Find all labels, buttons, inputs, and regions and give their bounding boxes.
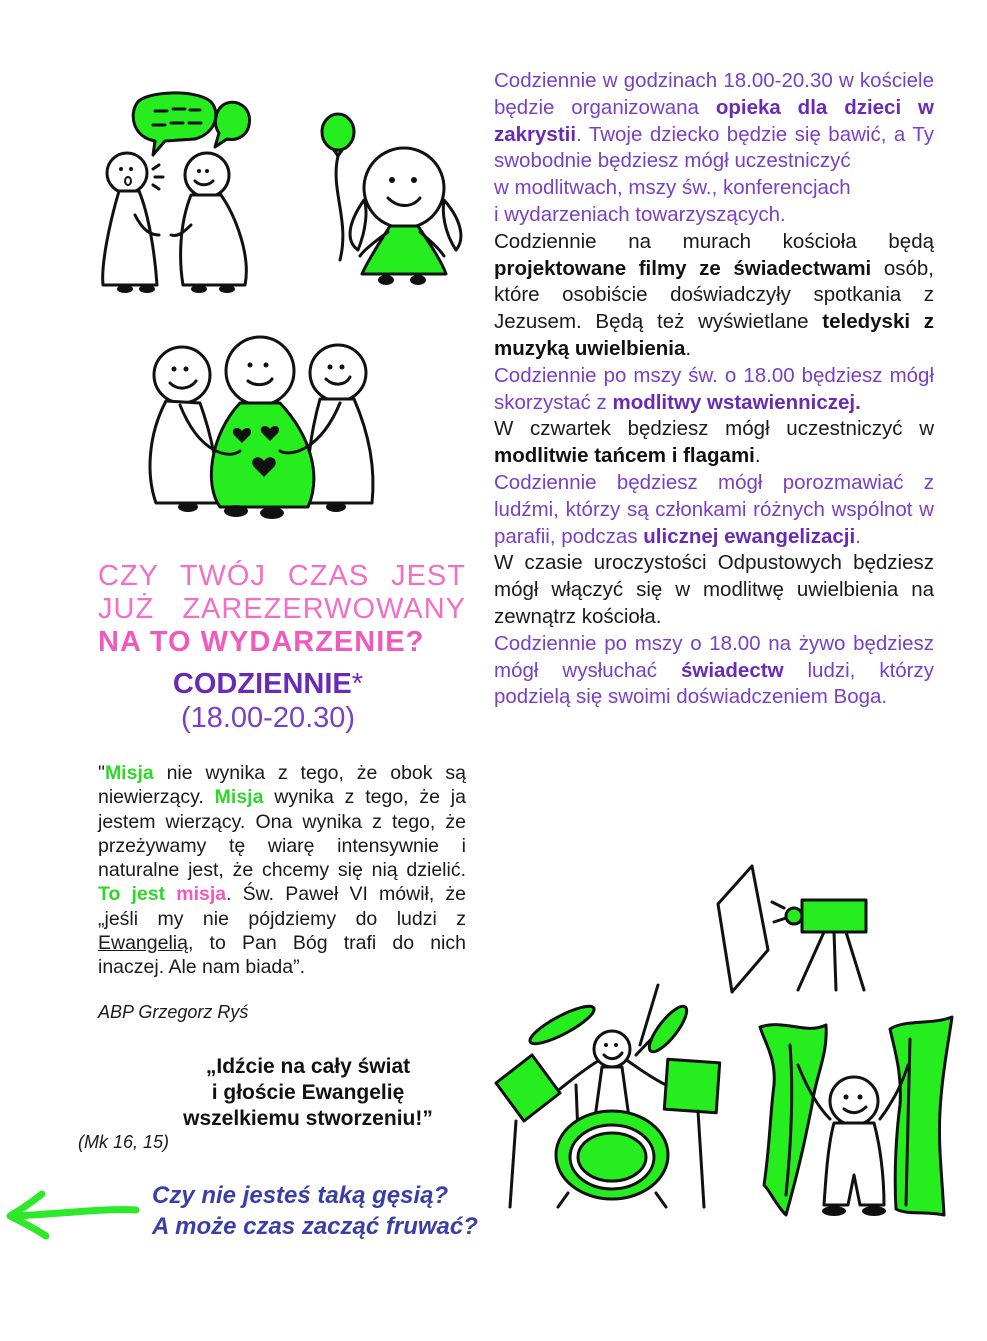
paragraph-text: ludzi, którzy podzielą się swoimi doświadczeniem Boga. (494, 658, 935, 709)
arrow-left-icon (2, 1190, 142, 1240)
description-paragraph (494, 68, 934, 229)
paragraph-text: w modlitwach, mszy św., konferencjach (494, 176, 851, 200)
quote-underlined-word: Ewangelią (98, 932, 188, 955)
quote-open-mark: " (98, 762, 105, 784)
paragraph-text: . Twoje dziecko będzie się bawić, a Ty swobodnie będziesz mógł uczestniczyć (494, 122, 934, 173)
daily-label: CODZIENNIE (172, 668, 352, 700)
question-line-1: CZY TWÓJ CZAS JEST (98, 560, 466, 592)
daily-schedule (98, 667, 438, 735)
drummer-illustration (490, 985, 735, 1210)
highlighted-text: projektowane filmy ze świadectwami (494, 256, 872, 280)
description-paragraph (494, 631, 934, 711)
paragraph-text: Codziennie w godzinach 18.00-20.30 w kościele będzie organizowana (494, 69, 934, 119)
highlighted-text: świadectw (680, 658, 784, 682)
paragraph-text: W czwartek będziesz mógł uczestniczyć w (494, 417, 934, 441)
quote-keyword: Misja (214, 786, 264, 809)
paragraph-text: osób, które osobiście doświadczyły spotkania z Jezusem. Będą też wyświetlane (494, 256, 934, 334)
paragraph-text: i wydarzeniach towarzyszących. (494, 202, 786, 226)
quote-keyword: To jest (98, 883, 166, 906)
quote-text: wynika z tego, że ja jestem wierzący. Ona wynika z tego, że przeżywamy tę wiarę intensywnie i naturalne jest, że chcemy się nią dzielić. (98, 786, 466, 882)
event-description (494, 68, 934, 711)
bible-line: wszelkiemu stworzeniu!” (183, 1107, 433, 1130)
description-paragraph (494, 470, 934, 550)
paragraph-text: . (855, 524, 861, 548)
quote-keyword: misja (176, 883, 227, 906)
quote-text: , to Pan Bóg trafi do nich inaczej. Ale nam biada”. (98, 932, 466, 979)
girl-with-balloon-illustration (310, 110, 480, 290)
paragraph-text: Codziennie po mszy o 18.00 na żywo będziesz mógł wysłuchać (494, 631, 934, 682)
highlighted-text: modlitwy wstawienniczej. (612, 390, 861, 414)
bible-reference: (Mk 16, 15) (78, 1132, 170, 1152)
projector-illustration (712, 860, 882, 1000)
bible-verse (98, 1054, 518, 1132)
highlighted-text: modlitwie tańcem i flagami (494, 444, 755, 468)
paragraph-text: . (685, 336, 692, 360)
goose-line-1: Czy nie jesteś taką gęsią? (152, 1182, 449, 1209)
highlighted-text: opieka dla dzieci w zakrystii (494, 95, 934, 146)
description-paragraph (494, 229, 934, 363)
quote-author: ABP Grzegorz Ryś (98, 1002, 249, 1022)
highlighted-text: ulicznej ewangelizacji (643, 524, 856, 548)
description-paragraph (494, 550, 934, 630)
description-paragraph (494, 363, 934, 417)
highlighted-text: teledyski z muzyką uwielbienia (494, 310, 934, 360)
mission-quote (98, 761, 466, 980)
goose-line-2: A może czas zacząć fruwać? (152, 1213, 478, 1240)
paragraph-text: Codziennie po mszy św. o 18.00 będziesz mógł skorzystać z (494, 363, 934, 414)
daily-time: (18.00-20.30) (180, 702, 356, 734)
paragraph-text: W czasie uroczystości Odpustowych będziesz mógł włączyć się w modlitwę uwielbienia na zewnątrz kościoła. (494, 551, 934, 628)
group-hug-illustration (140, 335, 380, 525)
goose-question (152, 1180, 478, 1242)
talking-people-illustration (95, 85, 275, 295)
question-line-2: JUŻ ZAREZERWOWANY (98, 593, 466, 625)
flag-dancer-illustration (756, 1015, 956, 1235)
reservation-question (98, 560, 466, 659)
paragraph-text: Codziennie będziesz mógł porozmawiać z ludźmi, którzy są członkami różnych wspólnot w parafii, podczas (494, 470, 934, 548)
quote-keyword: Misja (104, 762, 154, 784)
quote-text: nie wynika z tego, że obok są niewierzący. (98, 762, 466, 809)
bible-line: i głoście Ewangelię (211, 1081, 405, 1104)
bible-line: „Idźcie na cały świat (205, 1055, 411, 1078)
quote-text: . Św. Paweł VI mówił, że „jeśli my nie pójdziemy do ludzi z (98, 883, 466, 930)
paragraph-text: Codziennie na murach kościoła będą (494, 229, 934, 253)
question-line-3: NA TO WYDARZENIE? (98, 626, 425, 658)
daily-asterisk: * (351, 668, 364, 700)
description-paragraph (494, 416, 934, 470)
paragraph-text: . (754, 444, 761, 468)
